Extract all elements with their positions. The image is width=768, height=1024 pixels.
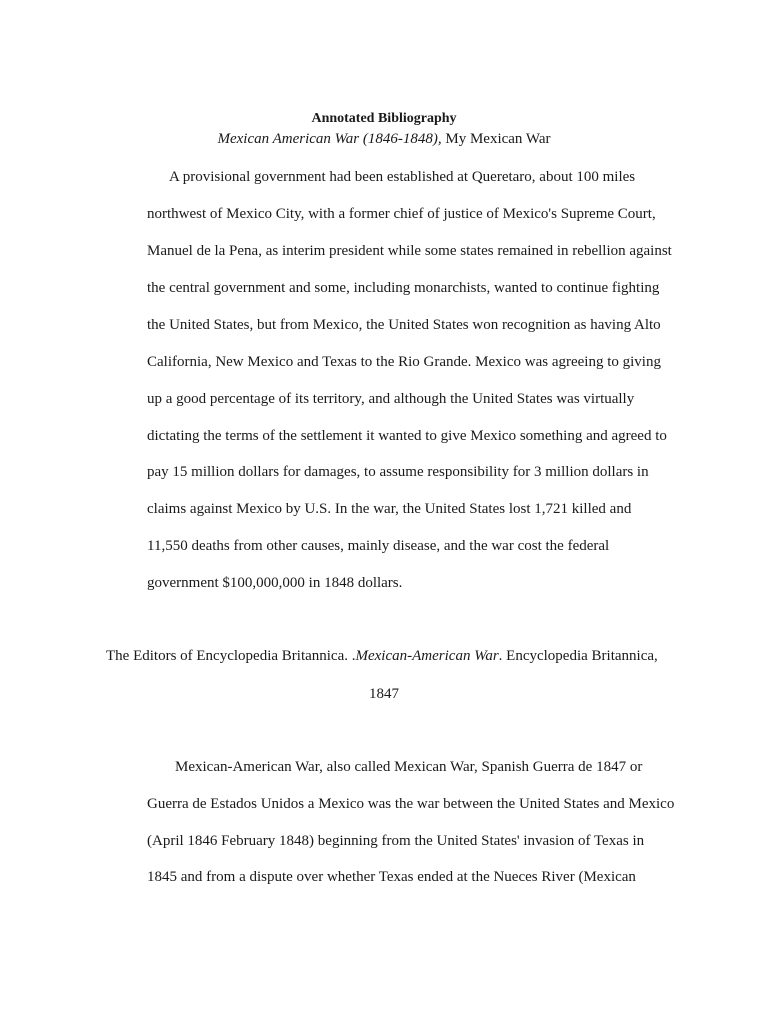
paragraph-line: Manuel de la Pena, as interim president while some states remained in rebellion against [147, 243, 672, 259]
paragraph-line: the central government and some, including monarchists, wanted to continue fighting [147, 280, 660, 296]
subtitle-italic: Mexican American War (1846-1848), [217, 131, 442, 147]
paragraph-line: northwest of Mexico City, with a former chief of justice of Mexico's Supreme Court, [147, 206, 656, 222]
paragraph-line: Mexican-American War, also called Mexican War, Spanish Guerra de 1847 or [175, 759, 643, 775]
paragraph-line: (April 1846 February 1848) beginning from the United States' invasion of Texas in [147, 833, 645, 849]
document-title: Annotated Bibliography [311, 111, 457, 126]
paragraph-line: A provisional government had been established at Queretaro, about 100 miles [169, 169, 636, 185]
citation-author: The Editors of Encyclopedia Britannica. . [106, 648, 356, 664]
paragraph-line: up a good percentage of its territory, and although the United States was virtually [147, 391, 635, 407]
citation-year: 1847 [369, 686, 399, 702]
paragraph-line: California, New Mexico and Texas to the Rio Grande. Mexico was agreeing to giving [147, 354, 661, 370]
paragraph-line: pay 15 million dollars for damages, to assume responsibility for 3 million dollars in [147, 464, 649, 480]
paragraph-line: the United States, but from Mexico, the United States won recognition as having Alto [147, 317, 661, 333]
paragraph-line: 11,550 deaths from other causes, mainly disease, and the war cost the federal [147, 538, 610, 554]
paragraph-line: 1845 and from a dispute over whether Texas ended at the Nueces River (Mexican [147, 869, 636, 885]
paragraph-line: claims against Mexico by U.S. In the war, the United States lost 1,721 killed and [147, 501, 632, 517]
subtitle-rest: My Mexican War [441, 131, 551, 147]
citation-work-title: Mexican-American War [355, 648, 499, 664]
paragraph-line: government $100,000,000 in 1848 dollars. [147, 575, 403, 591]
document-subtitle [0, 130, 768, 148]
paragraph-line: Guerra de Estados Unidos a Mexico was the war between the United States and Mexico [147, 796, 675, 812]
citation-line [0, 647, 768, 665]
paragraph-line: dictating the terms of the settlement it wanted to give Mexico something and agreed to [147, 428, 667, 444]
citation-publisher: . Encyclopedia Britannica, [498, 648, 658, 664]
